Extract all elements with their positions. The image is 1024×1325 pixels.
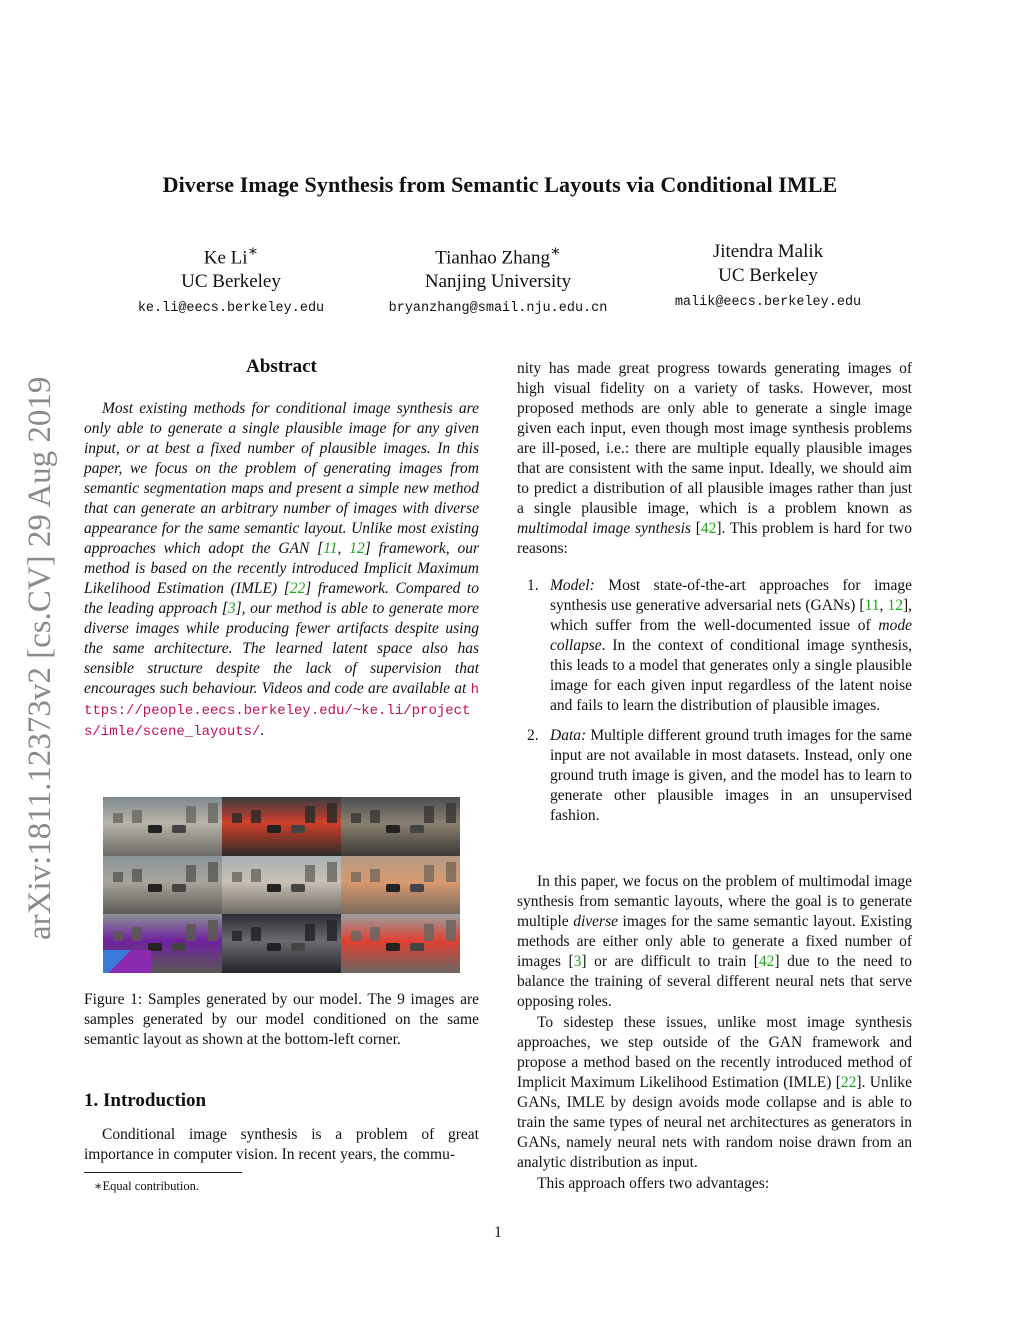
- tile-road: [222, 882, 341, 914]
- tile-car: [172, 825, 186, 833]
- author-affiliation: UC Berkeley: [181, 271, 281, 293]
- author-mark: ∗: [550, 243, 561, 260]
- author-name: Tianhao Zhang: [435, 247, 551, 269]
- citation-link[interactable]: 11: [323, 540, 338, 557]
- citation-link[interactable]: 3: [573, 953, 582, 970]
- sample-image: [222, 914, 341, 973]
- tile-road: [222, 823, 341, 855]
- author-email[interactable]: bryanzhang@smail.nju.edu.cn: [388, 301, 608, 317]
- author-affiliation: UC Berkeley: [718, 265, 818, 286]
- tile-road: [341, 882, 460, 914]
- project-url-link[interactable]: https://people.eecs.berkeley.edu/~ke.li/projects/imle/scene_layouts/: [84, 682, 479, 740]
- author-1: [101, 240, 361, 318]
- tile-car: [172, 943, 186, 951]
- sample-image: [222, 797, 341, 856]
- abstract-heading: Abstract: [246, 356, 317, 377]
- tile-car: [148, 825, 162, 833]
- citation-link[interactable]: 22: [840, 1074, 857, 1091]
- arxiv-stamp: arXiv:1811.12373v2 [cs.CV] 29 Aug 2019: [22, 376, 58, 940]
- sample-image: [341, 797, 460, 856]
- citation-link[interactable]: 42: [700, 520, 717, 537]
- figure-1-image-grid: [103, 797, 460, 973]
- tile-road: [103, 823, 222, 855]
- citation-link[interactable]: 12: [887, 597, 903, 614]
- citation-link[interactable]: 42: [758, 953, 775, 970]
- sample-image: [341, 856, 460, 915]
- semantic-layout-image: [103, 914, 222, 973]
- intro-heading: 1. Introduction: [84, 1090, 207, 1111]
- tile-car: [386, 884, 400, 892]
- tile-car: [386, 825, 400, 833]
- right-paragraph-3: To sidestep these issues, unlike most image synthesis approaches, we step outside of the GAN framework and propose a method based on the recently introduced method of Implicit Maximum Likelihood Estimation (IMLE) [22]. Unlike GANs, IMLE by design avoids mode collapse and is able to train the same types of neural net architectures as generators in GANs, namely neural nets with random noise drawn from an analytic distribution as input.: [517, 1014, 912, 1171]
- author-email[interactable]: malik@eecs.berkeley.edu: [674, 295, 862, 310]
- tile-car: [291, 825, 305, 833]
- tile-road: [103, 882, 222, 914]
- right-paragraph-4: This approach offers two advantages:: [537, 1175, 770, 1192]
- tile-car: [267, 825, 281, 833]
- citation-link[interactable]: 12: [349, 540, 365, 557]
- footnote-rule: [84, 1172, 242, 1173]
- citation-link[interactable]: 3: [227, 600, 236, 617]
- author-email[interactable]: ke.li@eecs.berkeley.edu: [137, 301, 325, 317]
- footnote: ∗Equal contribution.: [94, 1179, 200, 1193]
- tile-car: [148, 884, 162, 892]
- citation-link[interactable]: 11: [864, 597, 880, 614]
- author-3: [638, 240, 898, 312]
- paper-title: Diverse Image Synthesis from Semantic Layouts via Conditional IMLE: [162, 172, 838, 197]
- list-item: 1. Model: Most state-of-the-art approaches for image synthesis use generative adversarial nets (GANs) [11, 12], which suffer from the well-documented issue of mode collapse. In the context of conditional image synthesis, this leads to a model that generates only a single plausible image for each given input regardless of the latent noise and fails to learn the distribution of plausible images.: [527, 577, 912, 714]
- tile-car: [410, 825, 424, 833]
- tile-car: [267, 943, 281, 951]
- author-mark: ∗: [247, 243, 259, 260]
- sample-image: [103, 797, 222, 856]
- intro-paragraph: Conditional image synthesis is a problem of great importance in computer vision. In recent years, the commu-: [84, 1126, 479, 1163]
- sample-image: [103, 856, 222, 915]
- author-2: [368, 240, 628, 318]
- tile-car: [291, 884, 305, 892]
- tile-road: [341, 941, 460, 973]
- tile-car: [172, 884, 186, 892]
- tile-car: [410, 884, 424, 892]
- list-item: 2. Data: Multiple different ground truth images for the same input are not available in most datasets. Instead, only one ground truth image is given, and the model has to learn to generate other plausible images in an unsupervised fashion.: [527, 727, 912, 824]
- tile-car: [267, 884, 281, 892]
- figure-1-caption: Figure 1: Samples generated by our model. The 9 images are samples generated by our model conditioned on the same semantic layout as shown at the bottom-left corner.: [84, 991, 479, 1048]
- tile-road: [341, 823, 460, 855]
- sample-image: [341, 914, 460, 973]
- tile-segmentation: [103, 950, 151, 973]
- author-affiliation: Nanjing University: [424, 271, 572, 293]
- right-paragraph-2: In this paper, we focus on the problem of multimodal image synthesis from semantic layouts, where the goal is to generate multiple diverse images for the same semantic layout. Existing methods are either only able to generate a fixed number of images [3] or are difficult to train [42] due to the need to balance the training of several different neural nets that serve opposing roles.: [517, 873, 912, 1010]
- tile-car: [410, 943, 424, 951]
- author-name: Ke Li: [203, 247, 248, 269]
- page-number: 1: [494, 1224, 502, 1241]
- citation-link[interactable]: 22: [289, 580, 306, 597]
- author-name: Jitendra Malik: [712, 241, 824, 262]
- right-paragraph-1: nity has made great progress towards generating images of high visual fidelity on a variety of tasks. However, most proposed methods are only able to generate a single image given each input, even though most image synthesis problems are ill-posed, i.e.: there are multiple equally plausible images that are consistent with the same input. Ideally, we should aim to predict a distribution of all plausible images rather than just a single plausible image, which is a problem known as multimodal image synthesis [42]. This problem is hard for two reasons:: [517, 360, 912, 557]
- tile-road: [222, 941, 341, 973]
- tile-car: [291, 943, 305, 951]
- tile-car: [386, 943, 400, 951]
- reasons-list: [517, 576, 912, 836]
- abstract-text: Most existing methods for conditional image synthesis are only able to generate a single plausible image for any given input, or at best a fixed number of plausible images. In this paper, we focus on the problem of generating images from semantic segmentation maps and present a simple new method that can generate an arbitrary number of images with diverse appearance for the same semantic layout. Unlike most existing approaches which adopt the GAN [11, 12] framework, our method is based on the recently introduced Implicit Maximum Likelihood Estimation (IMLE) [22] framework. Compared to the leading approach [3], our method is able to generate more diverse images while producing fewer artifacts despite using the same architecture. The learned latent space also has sensible structure despite the lack of supervision that encourages such behaviour. Videos and code are available at https://people.eecs.berkeley.edu/~ke.li/projects/imle/scene_layouts/.: [84, 400, 480, 740]
- sample-image: [222, 856, 341, 915]
